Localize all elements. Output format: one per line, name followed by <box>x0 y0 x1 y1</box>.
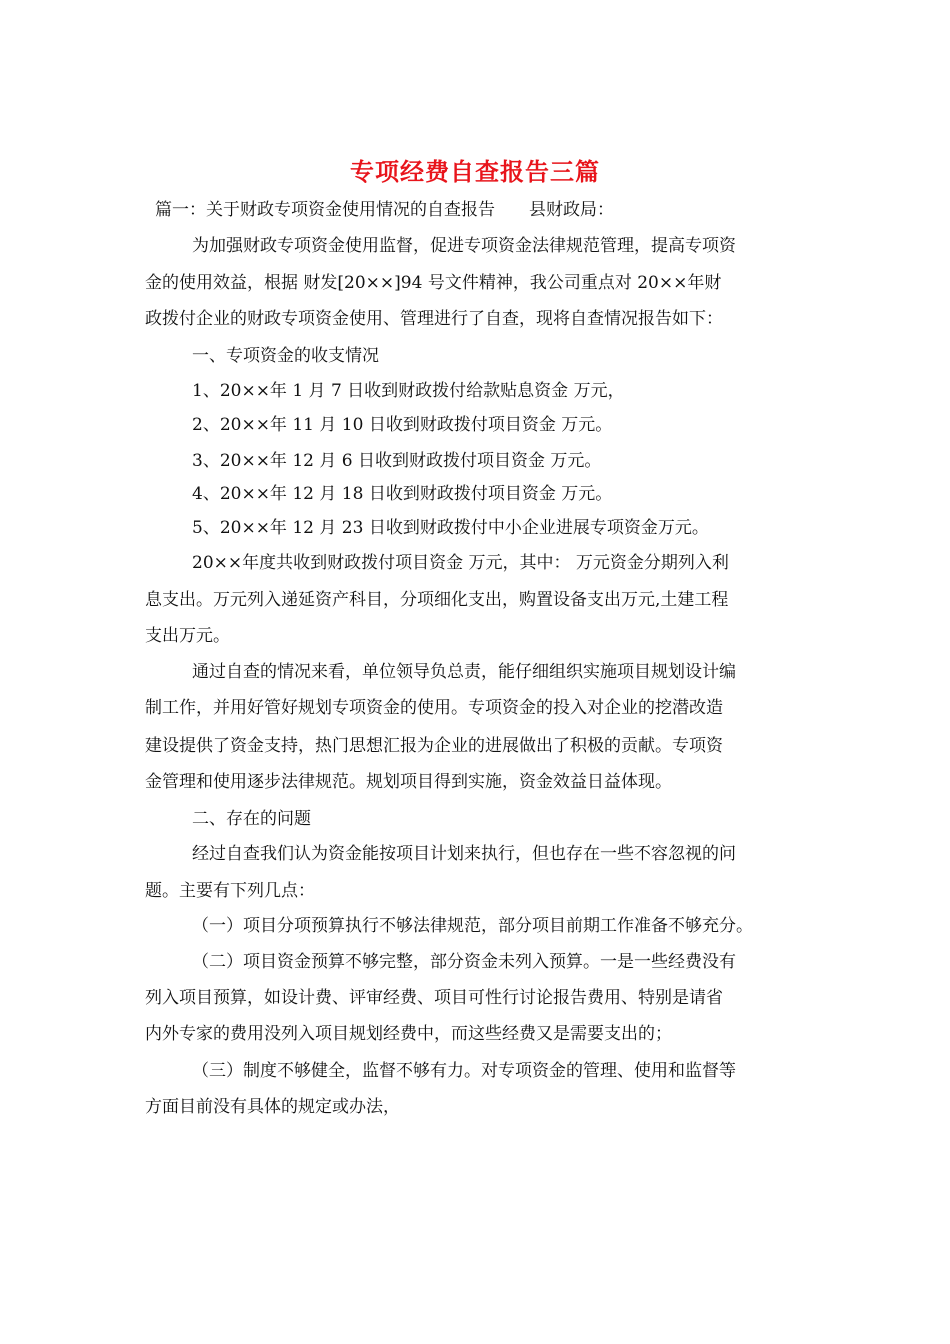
paragraph-line: 制工作，并用好管好规划专项资金的使用。专项资金的投入对企业的挖潜改造 <box>145 698 723 718</box>
document-title: 专项经费自查报告三篇 <box>350 157 600 186</box>
list-item: （一）项目分项预算执行不够法律规范，部分项目前期工作准备不够充分。 <box>192 916 753 936</box>
list-item: 3、20××年 12 月 6 日收到财政拨付项目资金 万元。 <box>192 451 602 471</box>
list-item: 2、20××年 11 月 10 日收到财政拨付项目资金 万元。 <box>192 415 613 435</box>
section-heading: 二、存在的问题 <box>192 809 311 829</box>
paragraph-line: 为加强财政专项资金使用监督，促进专项资金法律规范管理，提高专项资 <box>192 236 736 256</box>
list-item: 1、20××年 1 月 7 日收到财政拨付给款贴息资金 万元， <box>192 381 625 401</box>
list-item: （三）制度不够健全，监督不够有力。对专项资金的管理、使用和监督等 <box>192 1061 736 1081</box>
paragraph-line: 息支出。万元列入递延资产科目，分项细化支出，购置设备支出万元,土建工程 <box>145 590 729 610</box>
paragraph-line: 列入项目预算，如设计费、评审经费、项目可性行讨论报告费用、特别是请省 <box>145 988 723 1008</box>
intro-line: 篇一：关于财政专项资金使用情况的自查报告 县财政局： <box>155 200 614 220</box>
paragraph-line: 方面目前没有具体的规定或办法， <box>145 1097 400 1117</box>
paragraph-line: 建设提供了资金支持，热门思想汇报为企业的进展做出了积极的贡献。专项资 <box>145 736 723 756</box>
paragraph-line: 经过自查我们认为资金能按项目计划来执行，但也存在一些不容忽视的问 <box>192 844 736 864</box>
paragraph-line: 题。主要有下列几点： <box>145 881 315 901</box>
section-heading: 一、专项资金的收支情况 <box>192 346 379 366</box>
paragraph-line: 政拨付企业的财政专项资金使用、管理进行了自查，现将自查情况报告如下： <box>145 309 723 329</box>
paragraph-line: 支出万元。 <box>145 626 230 646</box>
paragraph-line: 内外专家的费用没列入项目规划经费中，而这些经费又是需要支出的； <box>145 1024 672 1044</box>
list-item: 4、20××年 12 月 18 日收到财政拨付项目资金 万元。 <box>192 484 613 504</box>
paragraph-line: 金的使用效益，根据 财发[20××]94 号文件精神，我公司重点对 20××年财 <box>145 273 722 293</box>
list-item: 5、20××年 12 月 23 日收到财政拨付中小企业进展专项资金万元。 <box>192 518 709 538</box>
paragraph-line: 金管理和使用逐步法律规范。规划项目得到实施，资金效益日益体现。 <box>145 772 672 792</box>
list-item: （二）项目资金预算不够完整，部分资金未列入预算。一是一些经费没有 <box>192 952 736 972</box>
paragraph-line: 20××年度共收到财政拨付项目资金 万元，其中： 万元资金分期列入利 <box>192 553 729 573</box>
paragraph-line: 通过自查的情况来看，单位领导负总责，能仔细组织实施项目规划设计编 <box>192 662 736 682</box>
